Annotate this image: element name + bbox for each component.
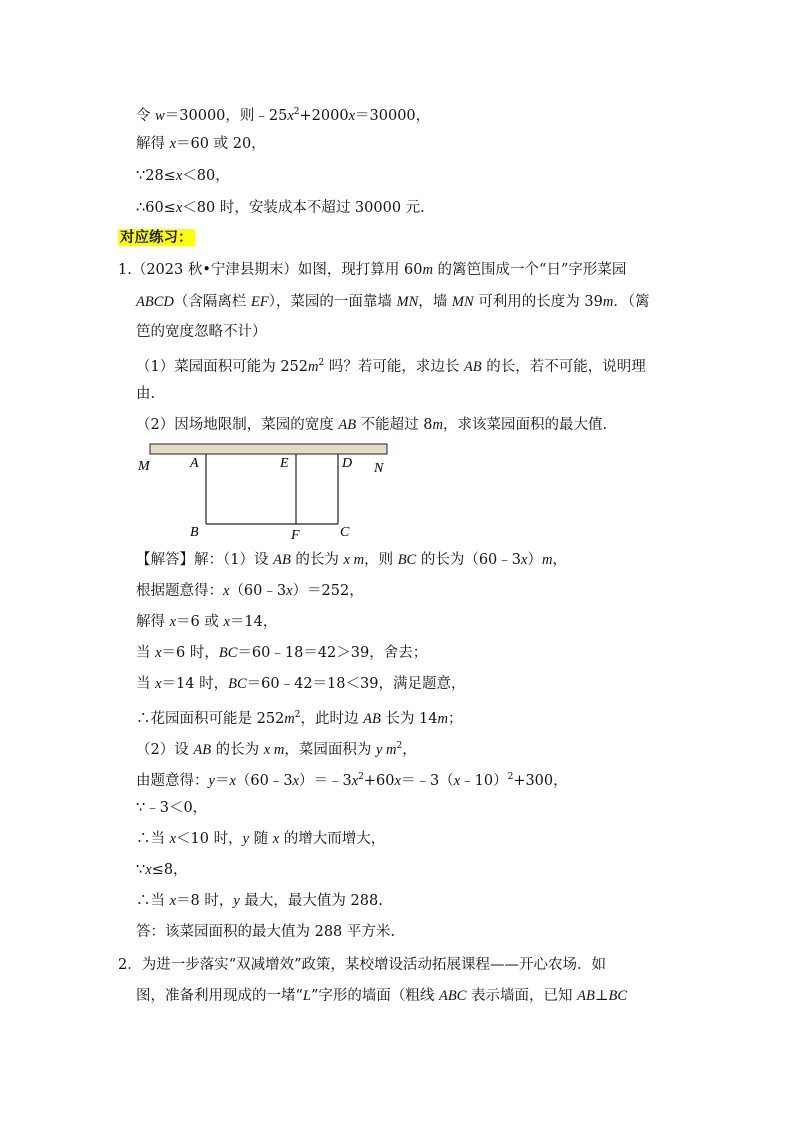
line-3: ∵28≤x＜80， (136, 168, 230, 184)
line-12: 【解答】解：（1）设 AB 的长为 x m，则 BC 的长为（60﹣3x）m， (136, 552, 567, 568)
line-11: （2）因场地限制，菜园的宽度 AB 不能超过 8m，求该菜园面积的最大值. (136, 417, 608, 433)
label-m: M (138, 459, 150, 474)
label-f: F (291, 528, 300, 543)
line-20: ∵﹣3＜0， (136, 800, 208, 816)
label-e: E (280, 456, 289, 471)
line-16: 当 x＝14 时，BC＝60﹣42＝18＜39，满足题意， (136, 676, 466, 692)
section-heading (118, 228, 195, 248)
line-10: 由. (136, 386, 156, 402)
label-d: D (342, 456, 353, 471)
line-21: ∴当 x＜10 时，y 随 x 的增大而增大， (136, 831, 386, 847)
line-23: ∴当 x＝8 时，y 最大，最大值为 288. (136, 893, 383, 909)
var-w: w (155, 107, 165, 124)
line-13: 根据题意得：x（60﹣3x）＝252， (136, 583, 364, 599)
line-18: （2）设 AB 的长为 x m，菜园面积为 y $m^2$， (136, 741, 417, 758)
label-a: A (190, 456, 199, 471)
line-17: ∴花园面积可能是 $252m^2$，此时边 AB 长为 14m； (136, 710, 463, 727)
highlighted-heading: 对应练习： (120, 229, 193, 246)
line-8: 笆的宽度忽略不计） (136, 324, 267, 340)
garden-diagram (130, 440, 390, 545)
line-25: 2．为进一步落实“双减增效”政策，某校增设活动拓展课程——开心农场．如 (118, 957, 607, 973)
line-14: 解得 x＝6 或 x＝14， (136, 614, 278, 630)
line-9: （1）菜园面积可能为 $252m^2$ 吗？若可能，求边长 AB 的长，若不可能，说明理 (136, 358, 646, 375)
line-19: 由题意得：$y=x(60﹣3x)=﹣3x^2+60x=﹣3(x﹣10)^2+300$， (136, 772, 568, 789)
label-b: B (190, 525, 199, 540)
label-c: C (340, 525, 350, 540)
wall-mn (150, 444, 387, 454)
label-n: N (374, 461, 384, 476)
line-6: 1.（2023 秋•宁津县期末）如图，现打算用 60m 的篱笆围成一个“日”字形菜园 (118, 262, 627, 278)
line-22: ∵x≤8， (136, 862, 188, 878)
line-1: 令 w＝30000，则$﹣25x^2+2000x=30000$， (136, 107, 431, 124)
line-7: ABCD（含隔离栏 EF），菜园的一面靠墙 MN，墙 MN 可利用的长度为 39m．（篱 (136, 294, 650, 310)
line-2: 解得 x＝60 或 20， (136, 136, 266, 152)
line-15: 当 x＝6 时，BC＝60﹣18＝42＞39，舍去； (136, 645, 428, 661)
line-4: ∴60≤x＜80 时，安装成本不超过 30000 元. (136, 200, 425, 216)
line-24: 答：该菜园面积的最大值为 288 平方米. (136, 924, 396, 940)
line-26: 图，准备利用现成的一堵“L”字形的墙面（粗线 ABC 表示墙面，已知 AB⊥BC (136, 988, 628, 1004)
